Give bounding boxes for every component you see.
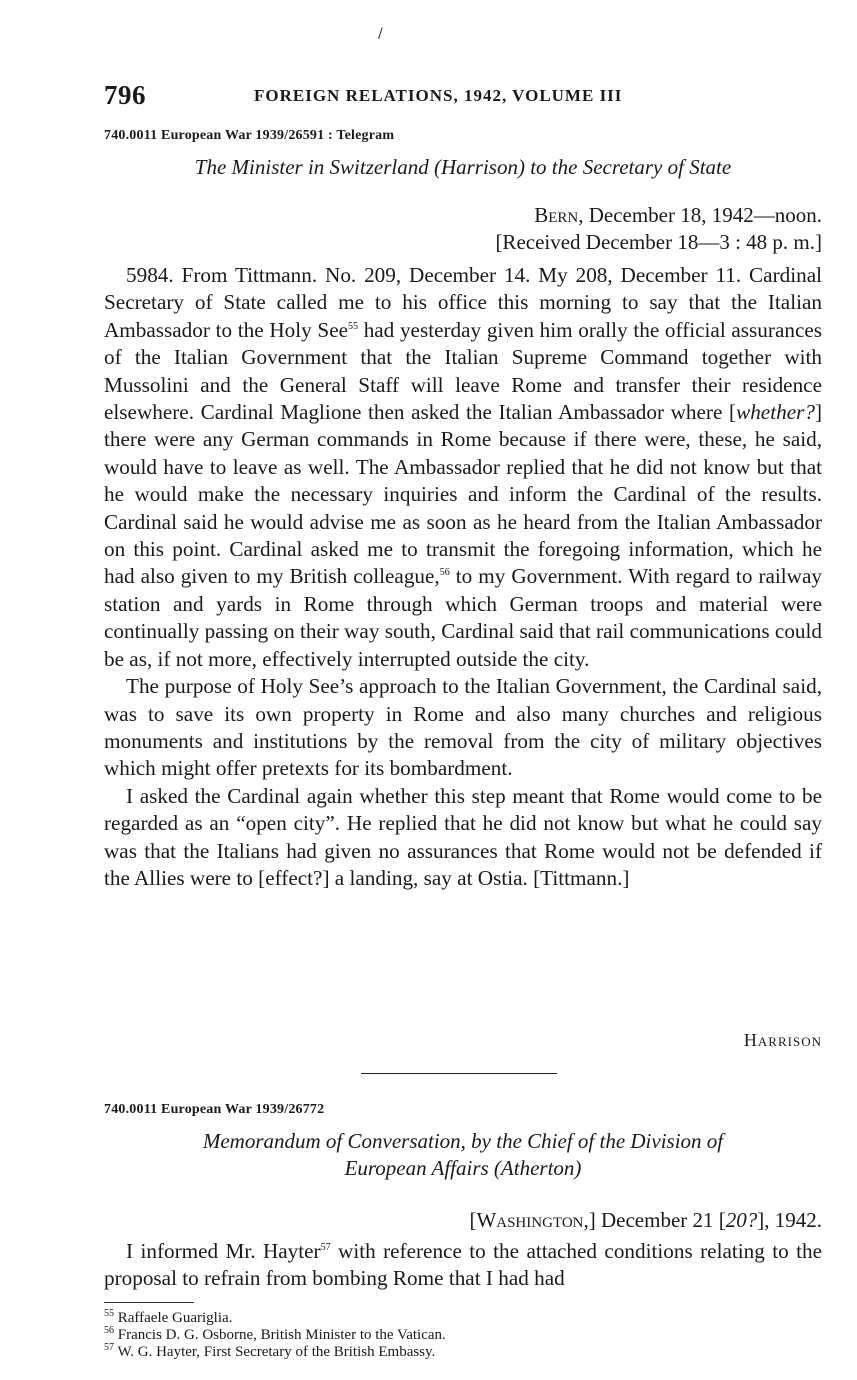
doc2-p1-part-b: with reference to the attached conditions relating to the proposal to refrain from bombing Rome that I had had: [104, 1239, 822, 1291]
doc1-title: The Minister in Switzerland (Harrison) to the Secretary of State: [194, 155, 732, 179]
doc1-p1-part-b: had yesterday given him orally the official assurances of the Italian Government that the Italian Supreme Command together with Mussolini and the General Staff will leave Rome and transfer their residence elsewhere. Cardinal Maglione then asked the Italian Ambassador where [: [104, 317, 822, 425]
doc1-p1-whether: whether?: [736, 400, 815, 425]
doc1-dateline: [534, 203, 822, 228]
doc1-p1-part-c: ] there were any German commands in Rome because if there were, these, he said, would have to leave as well. The Ambassador replied that he did not know but that he would make the necessary inquiries and inform the Cardinal of the results. Cardinal said he would advise me as soon as he heard from the Italian Ambassador on this point. Cardinal asked me to transmit the foregoing information, which he had also given to my British colleague,: [104, 400, 822, 589]
footnote-56-number: 56: [104, 1325, 114, 1336]
doc1-paragraph-3: I asked the Cardinal again whether this step meant that Rome would come to be regarded as an “open city”. He replied that he did not know but what he could say was that the Italians had given no assurances that Rome would not be defended if the Allies were to [effect?] a landing, say at Ostia. [Tittmann.]: [104, 783, 822, 890]
doc2-paragraph-1: [104, 1238, 822, 1293]
footnote-57: [104, 1344, 446, 1361]
doc2-place: Washington: [476, 1208, 584, 1232]
doc1-signature: Harrison: [743, 1030, 822, 1050]
footnote-57-text: W. G. Hayter, First Secretary of the British Embassy.: [117, 1344, 436, 1360]
footnotes: [104, 1310, 446, 1361]
page-number: 796: [104, 80, 146, 110]
doc2-dateline: [469, 1208, 822, 1233]
doc1-received: [Received December 18—3 : 48 p. m.]: [495, 230, 822, 254]
doc2-date-open: [: [469, 1208, 477, 1232]
doc2-date-close: ], 1942.: [757, 1208, 822, 1232]
footnote-55: [104, 1310, 446, 1327]
doc1-paragraph-2: The purpose of Holy See’s approach to the Italian Government, the Cardinal said, was to save its own property in Rome and also many churches and religious monuments and institutions by the removal from the city of military objectives which might offer pretexts for its bombardment.: [104, 674, 822, 781]
doc1-place: Bern: [534, 203, 579, 227]
running-title: FOREIGN RELATIONS, 1942, VOLUME III: [254, 86, 623, 105]
doc2-p1-part-a: I informed Mr. Hayter: [126, 1239, 321, 1263]
doc1-file-reference: 740.0011 European War 1939/26591 : Telegram: [104, 128, 395, 143]
doc1-date-time: , December 18, 1942—noon.: [578, 203, 822, 227]
doc2-file-reference: 740.0011 European War 1939/26772: [104, 1102, 325, 1117]
footnote-56-text: Francis D. G. Osborne, British Minister to the Vatican.: [117, 1327, 446, 1343]
footnote-57-number: 57: [104, 1342, 114, 1353]
footnote-divider: [104, 1302, 194, 1303]
doc1-p1-part-a: 5984. From Tittmann. No. 209, December 14. My 208, December 11. Cardinal Secretary of State called me to his office this morning to say that the Italian Ambassador to the Holy See: [104, 263, 822, 342]
doc1-paragraph-1: [104, 262, 822, 673]
section-divider: [361, 1073, 557, 1074]
running-head: [104, 80, 822, 112]
footnote-55-number: 55: [104, 1308, 114, 1319]
footnote-55-text: Raffaele Guariglia.: [117, 1310, 233, 1326]
footnote-ref-57: 57: [320, 1241, 331, 1253]
doc1-p1-part-d: to my Government. With regard to railway station and yards in Rome through which German troops and material were continually passing on their way south, Cardinal said that rail communications could be as, if not more, effectively interrupted outside the city.: [104, 564, 822, 671]
doc2-body: [104, 1238, 822, 1293]
footnote-ref-55: 55: [348, 320, 358, 332]
footnote-ref-56: 56: [439, 567, 450, 579]
doc2-title: [104, 1128, 822, 1182]
doc2-date-query: 20?: [725, 1208, 758, 1232]
footnote-56: [104, 1327, 446, 1344]
doc2-title-line-2: European Affairs (Atherton): [344, 1156, 582, 1180]
doc2-title-line-1: Memorandum of Conversation, by the Chief of the Division of: [202, 1129, 724, 1153]
stray-mark: /: [378, 26, 383, 42]
doc1-body: [104, 262, 822, 892]
doc2-date-rest: ,] December 21 [: [583, 1208, 726, 1232]
